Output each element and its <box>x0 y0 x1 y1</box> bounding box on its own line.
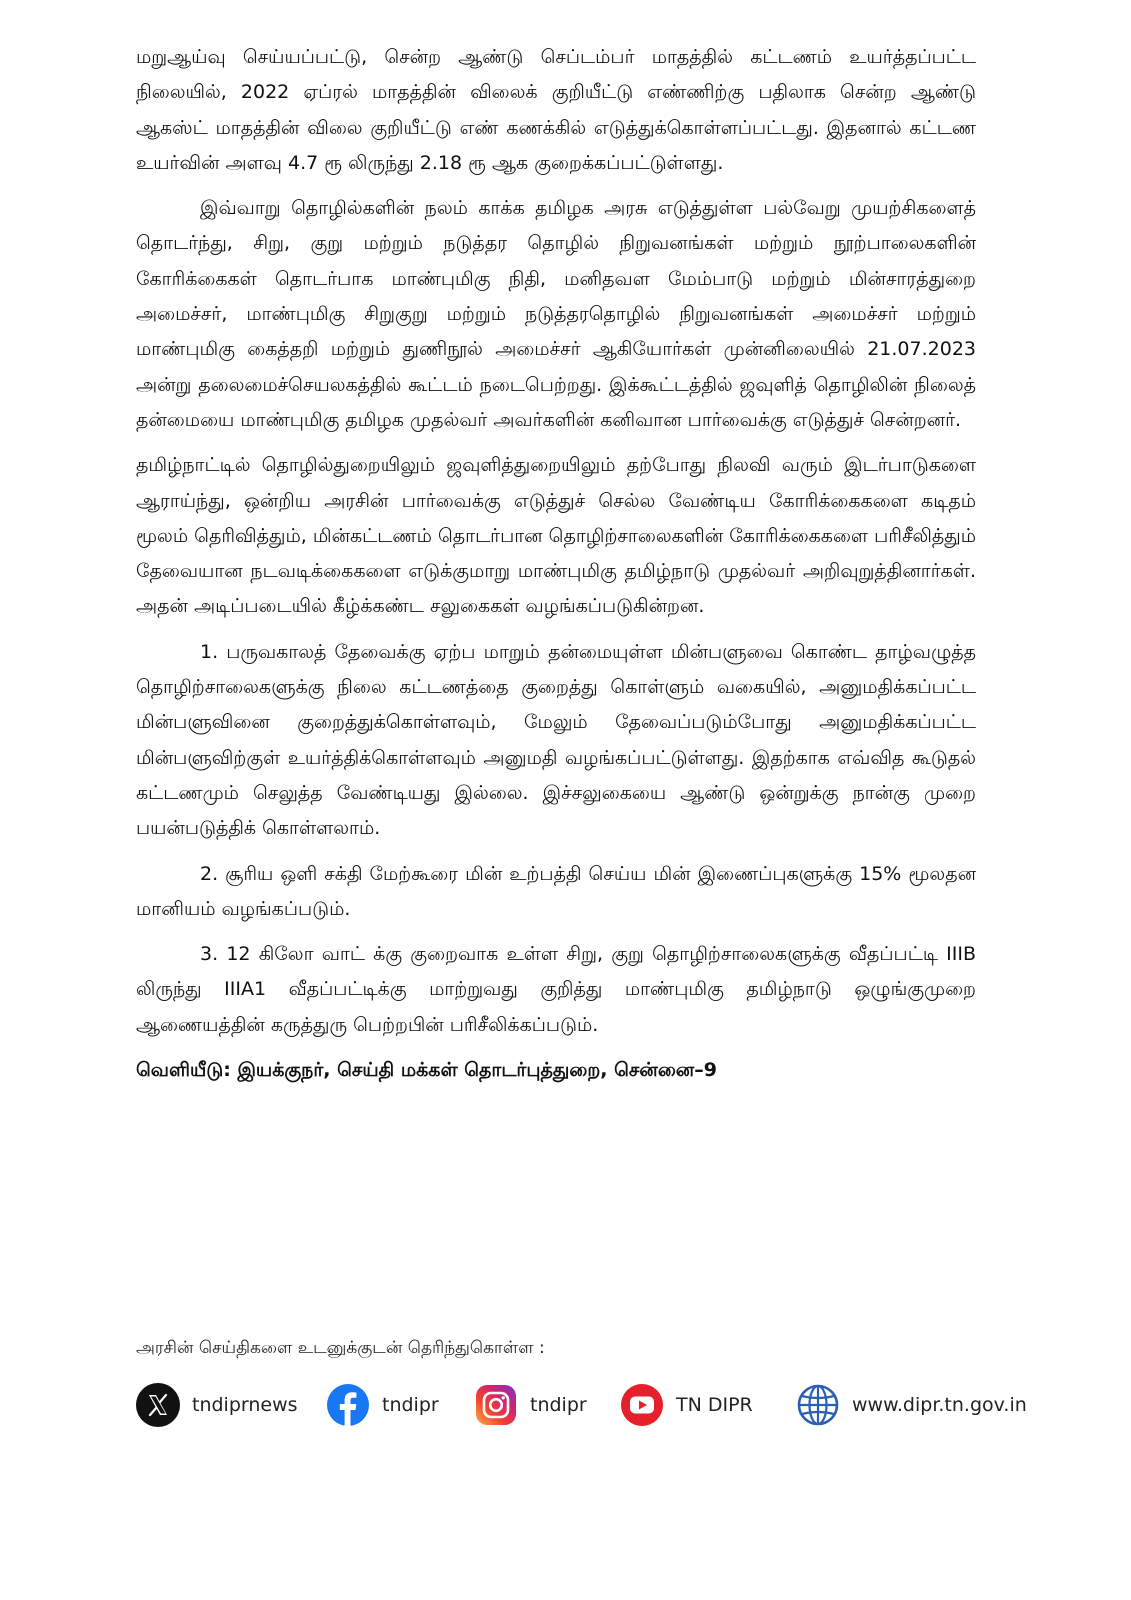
social-link-youtube[interactable] <box>620 1380 753 1430</box>
list-item-1: 1. பருவகாலத் தேவைக்கு ஏற்ப மாறும் தன்மையுள்ள மின்பளுவை கொண்ட தாழ்வழுத்த தொழிற்சாலைகளுக்கு நிலை கட்டணத்தை குறைத்து கொள்ளும் வகையில், அனுமதிக்கப்பட்ட மின்பளுவினை குறைத்துக்கொள்ளவும், மேலும் தேவைப்படும்போது அனுமதிக்கப்பட்ட மின்பளுவிற்குள் உயர்த்திக்கொள்ளவும் அனுமதி வழங்கப்பட்டுள்ளது. இதற்காக எவ்வித கூடுதல் கட்டணமும் செலுத்த வேண்டியது இல்லை. இச்சலுகையை ஆண்டு ஒன்றுக்கு நான்கு முறை பயன்படுத்திக் கொள்ளலாம். <box>136 640 976 840</box>
social-link-website[interactable] <box>796 1380 1027 1430</box>
x-handle: tndiprnews <box>192 1394 298 1416</box>
social-links-row <box>136 1380 1036 1430</box>
youtube-icon <box>620 1383 664 1427</box>
facebook-icon <box>326 1383 370 1427</box>
paragraph-cm-direction: தமிழ்நாட்டில் தொழில்துறையிலும் ஜவுளித்துறையிலும் தற்போது நிலவி வரும் இடர்பாடுகளை ஆராய்ந்து, ஒன்றிய அரசின் பார்வைக்கு எடுத்துச் செல்ல வேண்டிய கோரிக்கைகளை கடிதம் மூலம் தெரிவித்தும், மின்கட்டணம் தொடர்பான தொழிற்சாலைகளின் கோரிக்கைகளை பரிசீலித்தும் தேவையான நடவடிக்கைகளை எடுக்குமாறு மாண்புமிகு தமிழ்நாடு முதல்வர் அறிவுறுத்தினார்கள். அதன் அடிப்படையில் கீழ்க்கண்ட சலுகைகள் வழங்கப்படுகின்றன. <box>136 454 976 618</box>
instagram-handle: tndipr <box>530 1394 587 1416</box>
x-icon <box>136 1383 180 1427</box>
social-link-instagram[interactable] <box>474 1380 587 1430</box>
list-item-3: 3. 12 கிலோ வாட் க்கு குறைவாக உள்ள சிறு, குறு தொழிற்சாலைகளுக்கு வீதப்பட்டி IIIB லிருந்து IIIA1 வீதப்பட்டிக்கு மாற்றுவது குறித்து மாண்புமிகு தமிழ்நாடு ஒழுங்குமுறை ஆணையத்தின் கருத்துரு பெற்றபின் பரிசீலிக்கப்படும். <box>136 943 976 1036</box>
instagram-icon <box>474 1383 518 1427</box>
press-release-body <box>136 40 976 1088</box>
website-url: www.dipr.tn.gov.in <box>852 1394 1027 1416</box>
paragraph-meeting: இவ்வாறு தொழில்களின் நலம் காக்க தமிழக அரசு எடுத்துள்ள பல்வேறு முயற்சிகளைத் தொடர்ந்து, சிறு, குறு மற்றும் நடுத்தர தொழில் நிறுவனங்கள் மற்றும் நூற்பாலைகளின் கோரிக்கைகள் தொடர்பாக மாண்புமிகு நிதி, மனிதவள மேம்பாடு மற்றும் மின்சாரத்துறை அமைச்சர், மாண்புமிகு சிறுகுறு மற்றும் நடுத்தரதொழில் நிறுவனங்கள் அமைச்சர் மற்றும் மாண்புமிகு கைத்தறி மற்றும் துணிநூல் அமைச்சர் ஆகியோர்கள் முன்னிலையில் 21.07.2023 அன்று தலைமைச்செயலகத்தில் கூட்டம் நடைபெற்றது. இக்கூட்டத்தில் ஜவுளித் தொழிலின் நிலைத் தன்மையை மாண்புமிகு தமிழக முதல்வர் அவர்களின் கனிவான பார்வைக்கு எடுத்துச் சென்றனர். <box>136 197 976 431</box>
follow-prompt: அரசின் செய்திகளை உடனுக்குடன் தெரிந்துகொள்ள : <box>136 1338 545 1358</box>
globe-icon <box>796 1383 840 1427</box>
social-link-x[interactable] <box>136 1380 298 1430</box>
facebook-handle: tndipr <box>382 1394 439 1416</box>
list-item-2: 2. சூரிய ஒளி சக்தி மேற்கூரை மின் உற்பத்தி செய்ய மின் இணைப்புகளுக்கு 15% மூலதன மானியம் வழங்கப்படும். <box>136 862 976 920</box>
social-link-facebook[interactable] <box>326 1380 439 1430</box>
paragraph-tariff-revision: மறுஆய்வு செய்யப்பட்டு, சென்ற ஆண்டு செப்டம்பர் மாதத்தில் கட்டணம் உயர்த்தப்பட்ட நிலையில், 2022 ஏப்ரல் மாதத்தின் விலைக் குறியீட்டு எண்ணிற்கு பதிலாக சென்ற ஆண்டு ஆகஸ்ட் மாதத்தின் விலை குறியீட்டு எண் கணக்கில் எடுத்துக்கொள்ளப்பட்டது. இதனால் கட்டண உயர்வின் அளவு 4.7 ரூ லிருந்து 2.18 ரூ ஆக குறைக்கப்பட்டுள்ளது. <box>136 46 976 174</box>
release-line: வெளியீடு: இயக்குநர், செய்தி மக்கள் தொடர்புத்துறை, சென்னை–9 <box>136 1059 717 1082</box>
youtube-handle: TN DIPR <box>676 1394 753 1416</box>
